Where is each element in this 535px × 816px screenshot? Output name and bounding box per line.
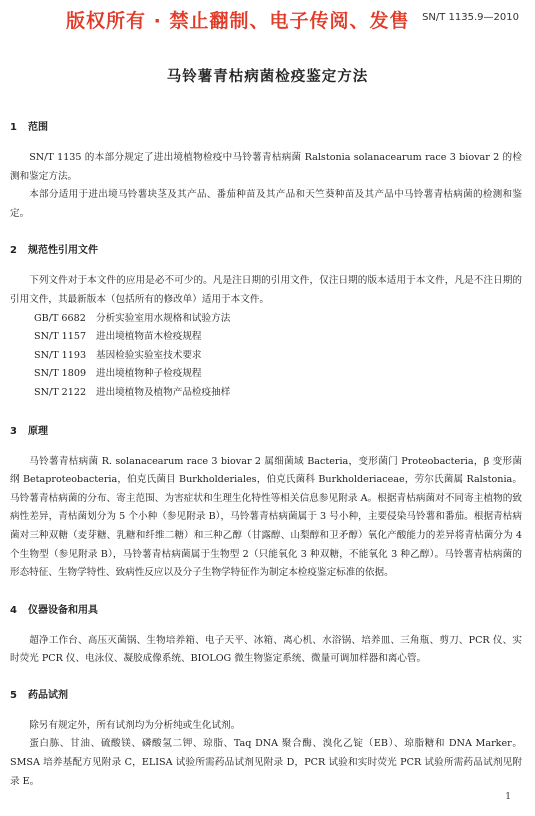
reference-code: GB/T 6682 xyxy=(34,312,86,324)
document-body xyxy=(10,120,522,791)
section-heading xyxy=(10,424,522,440)
section-heading xyxy=(10,120,522,136)
section-scope xyxy=(10,120,522,223)
copyright-watermark: 版权所有 · 禁止翻制、电子传阅、发售 xyxy=(66,10,410,32)
reference-item xyxy=(10,310,522,329)
paragraph: 超净工作台、高压灭菌锅、生物培养箱、电子天平、冰箱、离心机、水浴锅、培养皿、三角瓶、剪刀、PCR 仪、实时荧光 PCR 仪、电泳仪、凝胶成像系统、BIOLOG 微生物鉴定系统、微量可调加样器和离心管。 xyxy=(10,634,522,665)
reference-item xyxy=(10,365,522,384)
section-title: 仪器设备和用具 xyxy=(28,604,98,616)
section-heading xyxy=(10,688,522,704)
paragraph: 蛋白胨、甘油、硫酸镁、磷酸氢二钾、琼脂、Taq DNA 聚合酶、溴化乙锭（EB）、琼脂糖和 DNA Marker。SMSA 培养基配方见附录 C，ELISA 试验所需药品试剂见附录 D，PCR 试验和实时荧光 PCR 试验所需药品试剂见附录 E。 xyxy=(10,738,522,787)
reference-item xyxy=(10,384,522,403)
reference-title: 基因检验实验室技术要求 xyxy=(96,349,202,361)
section-instruments xyxy=(10,603,522,669)
section-title: 原理 xyxy=(28,425,48,437)
reference-code: SN/T 1193 xyxy=(34,349,87,361)
reference-list xyxy=(10,310,522,403)
reference-item xyxy=(10,347,522,366)
section-heading xyxy=(10,603,522,619)
page-number: 1 xyxy=(505,792,511,802)
reference-code: SN/T 2122 xyxy=(34,386,87,398)
section-number: 5 xyxy=(10,689,17,701)
reference-title: 进出境植物苗木检疫规程 xyxy=(96,331,202,343)
section-heading xyxy=(10,243,522,259)
section-title: 药品试剂 xyxy=(28,689,68,701)
section-title: 规范性引用文件 xyxy=(28,245,98,257)
paragraph: 除另有规定外，所有试剂均为分析纯或生化试剂。 xyxy=(29,719,241,731)
document-title: 马铃薯青枯病菌检疫鉴定方法 xyxy=(166,69,369,85)
section-normative-references xyxy=(10,243,522,402)
section-number: 2 xyxy=(10,245,17,257)
reference-title: 进出境植物及植物产品检疫抽样 xyxy=(96,386,231,398)
section-principle xyxy=(10,424,522,583)
paragraph: 下列文件对于本文件的应用是必不可少的。凡是注日期的引用文件，仅注日期的版本适用于本文件，凡是不注日期的引用文件，其最新版本（包括所有的修改单）适用于本文件。 xyxy=(10,275,522,305)
paragraph: SN/T 1135 的本部分规定了进出境植物检疫中马铃薯青枯病菌 Ralstonia solanacearum race 3 biovar 2 的检测和鉴定方法。 xyxy=(10,152,522,182)
reference-item xyxy=(10,328,522,347)
section-title: 范围 xyxy=(28,122,48,133)
paragraph: 本部分适用于进出境马铃薯块茎及其产品、番茄种苗及其产品和天竺葵种苗及其产品中马铃薯青枯病菌的检测和鉴定。 xyxy=(10,189,522,219)
section-number: 4 xyxy=(10,604,17,616)
reference-code: SN/T 1157 xyxy=(34,331,87,343)
reference-code: SN/T 1809 xyxy=(34,368,87,380)
reference-title: 进出境植物种子检疫规程 xyxy=(96,368,202,380)
standard-code: SN/T 1135.9—2010 xyxy=(422,12,519,23)
section-number: 1 xyxy=(10,122,17,133)
section-number: 3 xyxy=(10,425,17,437)
paragraph: 马铃薯青枯病菌 R. solanacearum race 3 biovar 2 属细菌域 Bacteria，变形菌门 Proteobacteria，β 变形菌纲 Betaproteobacteria，伯克氏菌目 Burkholderiales，伯克氏菌科 Burkholderiaceae，劳尔氏菌属 Ralstonia。马铃薯青枯病菌的分布、寄主范围、为害症状和生理生化特性等相关信息参见附录 A。根据青枯病菌对不同寄主植物的致病性差异，青枯菌划分为 5 个小种（参见附录 B），马铃薯青枯病菌属于 3 号小种，主要侵染马铃薯和番茄。根据青枯病菌对三种双糖（麦芽糖、乳糖和纤维二糖）和三种乙醇（甘露醇、山梨醇和卫矛醇）氧化产酸能力的差异将青枯菌分为 4 个生物型（参见附录 B），马铃薯青枯病菌属于生物型 2（只能氧化 3 种双糖，不能氧化 3 种乙醇）。马铃薯青枯病菌的形态特征、生物学特性、致病性反应以及分子生物学特征作为制定本检疫鉴定标准的依据。 xyxy=(10,455,522,579)
section-reagents xyxy=(10,688,522,791)
reference-title: 分析实验室用水规格和试验方法 xyxy=(96,312,231,324)
